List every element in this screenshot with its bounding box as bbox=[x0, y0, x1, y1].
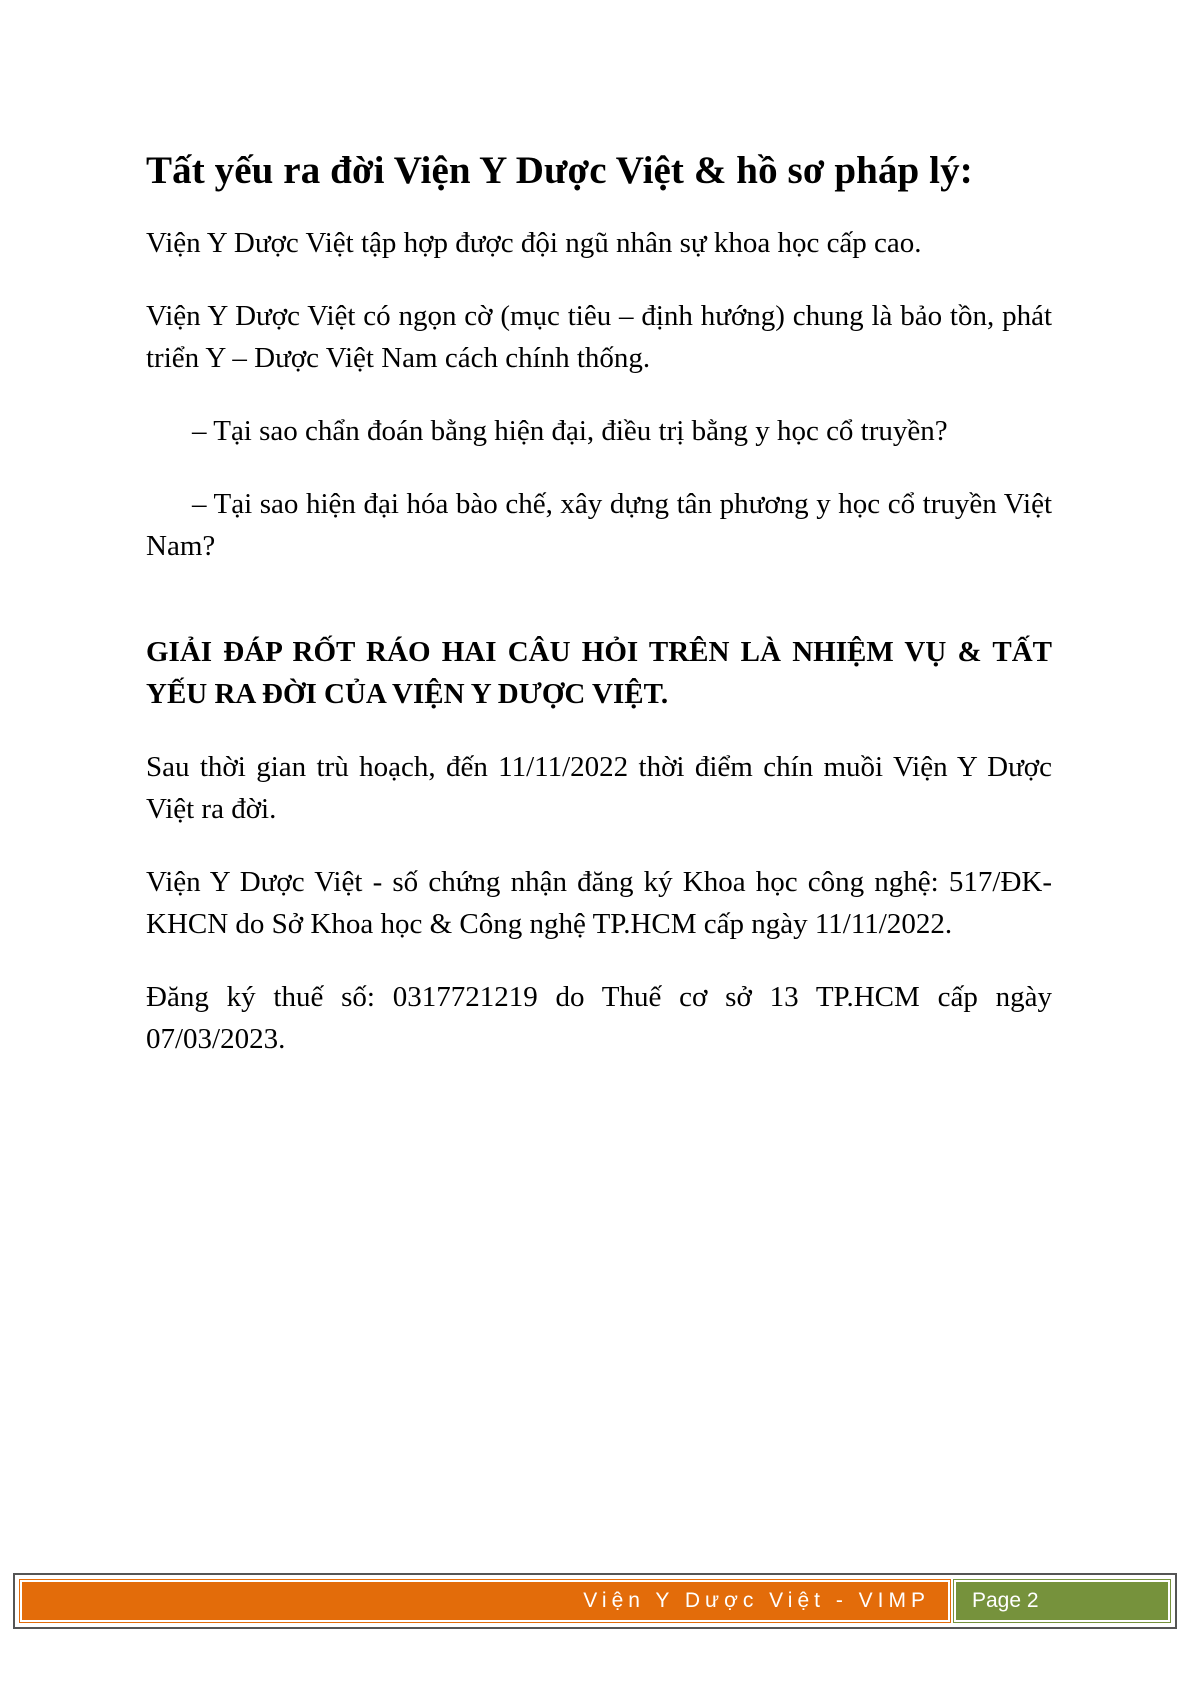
page-content bbox=[146, 148, 1052, 1091]
paragraph-certificate: Viện Y Dược Việt - số chứng nhận đăng ký Khoa học công nghệ: 517/ĐK-KHCN do Sở Khoa học & Công nghệ TP.HCM cấp ngày 11/11/2022. bbox=[146, 866, 1052, 940]
footer-organization-text: Viện Y Dược Việt - VIMP bbox=[583, 1589, 930, 1612]
footer-organization-band bbox=[20, 1580, 950, 1622]
paragraph-founding: Sau thời gian trù hoạch, đến 11/11/2022 thời điểm chín muồi Viện Y Dược Việt ra đời. bbox=[146, 751, 1052, 825]
paragraph-tax: Đăng ký thuế số: 0317721219 do Thuế cơ sở 13 TP.HCM cấp ngày 07/03/2023. bbox=[146, 981, 1052, 1055]
footer-page-band bbox=[954, 1580, 1170, 1622]
paragraph-staff: Viện Y Dược Việt tập hợp được đội ngũ nhân sự khoa học cấp cao. bbox=[146, 227, 922, 259]
page-number: Page 2 bbox=[972, 1589, 1039, 1612]
paragraph-mission: Viện Y Dược Việt có ngọn cờ (mục tiêu – định hướng) chung là bảo tồn, phát triển Y – Dược Việt Nam cách chính thống. bbox=[146, 300, 1052, 374]
question-diagnosis: – Tại sao chẩn đoán bằng hiện đại, điều trị bằng y học cổ truyền? bbox=[192, 415, 948, 447]
page-footer bbox=[13, 1573, 1177, 1629]
question-modernization: – Tại sao hiện đại hóa bào chế, xây dựng tân phương y học cổ truyền Việt Nam? bbox=[146, 488, 1052, 562]
section-title: Tất yếu ra đời Viện Y Dược Việt & hồ sơ pháp lý: bbox=[146, 149, 973, 192]
caps-heading: GIẢI ĐÁP RỐT RÁO HAI CÂU HỎI TRÊN LÀ NHIỆM VỤ & TẤT YẾU RA ĐỜI CỦA VIỆN Y DƯỢC VIỆT. bbox=[146, 636, 1052, 710]
footer-inner bbox=[20, 1580, 1170, 1622]
